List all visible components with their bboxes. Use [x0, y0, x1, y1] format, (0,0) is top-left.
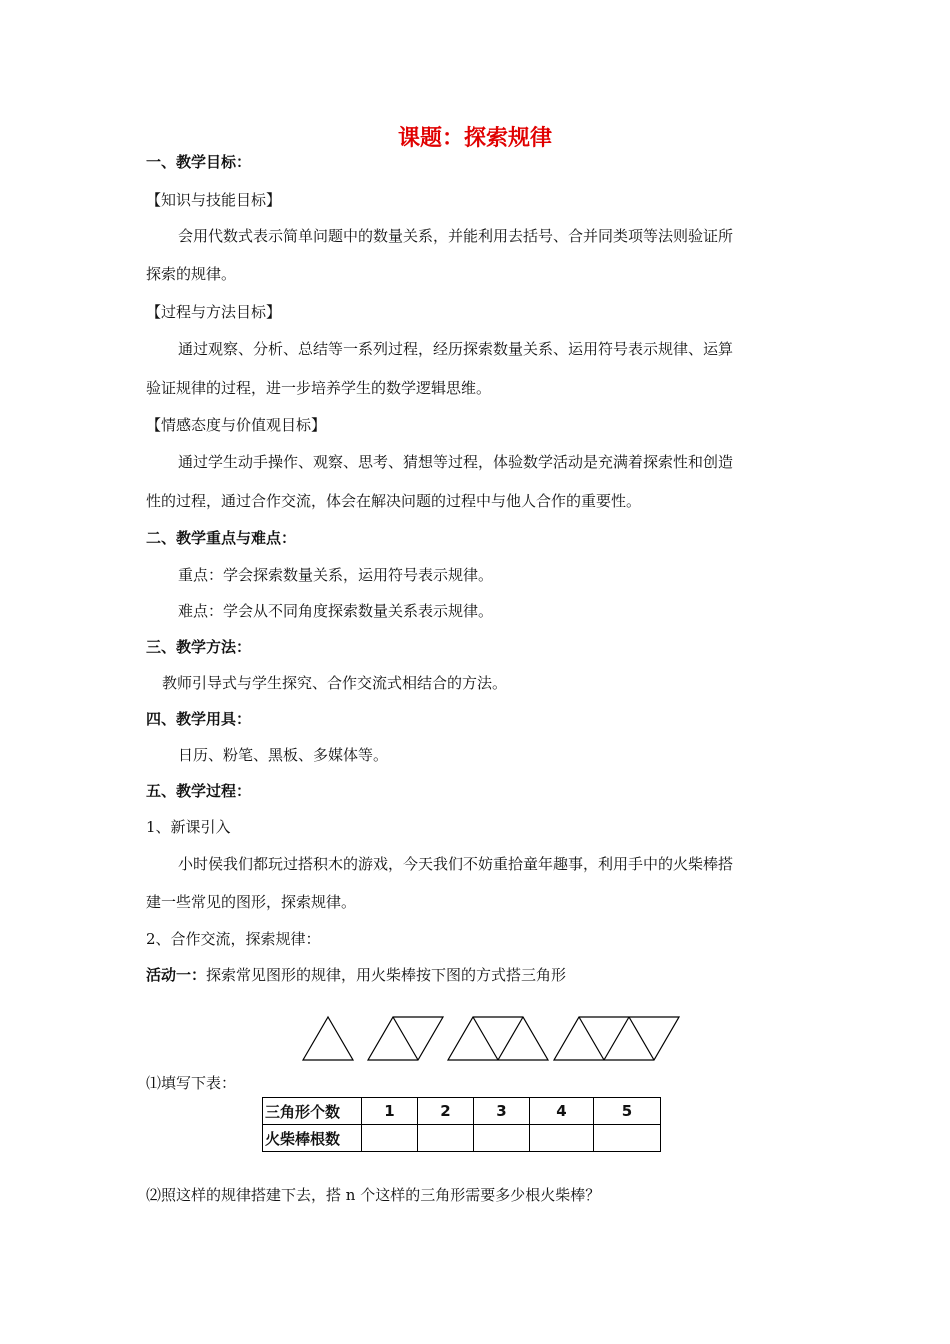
process-goal-text-1: 通过观察、分析、总结等一系列过程，经历探索数量关系、运用符号表示规律、运算 [178, 340, 734, 358]
table-blank-cell-4[interactable] [530, 1125, 594, 1152]
activity-text: 探索常见图形的规律，用火柴棒按下图的方式搭三角形 [206, 966, 567, 984]
question-1: ⑴填写下表： [146, 1074, 237, 1092]
table-blank-cell-2[interactable] [418, 1125, 474, 1152]
section-heading-key-points: 二、教学重点与难点： [146, 529, 297, 547]
activity-label: 活动一： [146, 966, 207, 984]
matchstick-triangles-figure [300, 1012, 680, 1064]
knowledge-goal-text-2: 探索的规律。 [146, 265, 237, 283]
knowledge-goal-label: 【知识与技能目标】 [146, 191, 282, 209]
method-text: 教师引导式与学生探究、合作交流式相结合的方法。 [162, 674, 508, 692]
section-heading-objectives: 一、教学目标： [146, 153, 252, 171]
table-row-header-triangles: 三角形个数 [263, 1098, 362, 1125]
key-point-text: 重点：学会探索数量关系，运用符号表示规律。 [178, 566, 494, 584]
table-cell-count-1: 1 [362, 1098, 418, 1125]
table-row [263, 1098, 661, 1125]
table-cell-count-5: 5 [594, 1098, 661, 1125]
table-row [263, 1125, 661, 1152]
table-cell-count-4: 4 [530, 1098, 594, 1125]
step1-text-1: 小时侯我们都玩过搭积木的游戏，今天我们不妨重拾童年趣事，利用手中的火柴棒搭 [178, 855, 734, 873]
activity-line [146, 965, 566, 985]
process-goal-text-2: 验证规律的过程，进一步培养学生的数学逻辑思维。 [146, 379, 492, 397]
emotion-goal-label: 【情感态度与价值观目标】 [146, 416, 327, 434]
table-row-header-matchsticks: 火柴棒根数 [263, 1125, 362, 1152]
section-heading-tools: 四、教学用具： [146, 710, 252, 728]
process-goal-label: 【过程与方法目标】 [146, 303, 282, 321]
matchstick-table [262, 1097, 661, 1152]
emotion-goal-text-1: 通过学生动手操作、观察、思考、猜想等过程，体验数学活动是充满着探索性和创造 [178, 453, 734, 471]
section-heading-method: 三、教学方法： [146, 638, 252, 656]
table-cell-count-3: 3 [474, 1098, 530, 1125]
table-blank-cell-5[interactable] [594, 1125, 661, 1152]
triangle-figure-1 [303, 1017, 353, 1060]
table-blank-cell-3[interactable] [474, 1125, 530, 1152]
table-cell-count-2: 2 [418, 1098, 474, 1125]
page-title: 课题：探索规律 [397, 125, 552, 151]
tools-text: 日历、粉笔、黑板、多媒体等。 [178, 746, 389, 764]
difficulty-text: 难点：学会从不同角度探索数量关系表示规律。 [178, 602, 494, 620]
section-heading-process: 五、教学过程： [146, 782, 252, 800]
step1-text-2: 建一些常见的图形，探索规律。 [146, 893, 357, 911]
table-blank-cell-1[interactable] [362, 1125, 418, 1152]
knowledge-goal-text-1: 会用代数式表示简单问题中的数量关系，并能利用去括号、合并同类项等法则验证所 [178, 227, 734, 245]
triangle-figure-3 [448, 1017, 548, 1060]
emotion-goal-text-2: 性的过程，通过合作交流，体会在解决问题的过程中与他人合作的重要性。 [146, 492, 642, 510]
step1-label: 1、新课引入 [146, 818, 231, 836]
step2-label: 2、合作交流，探索规律： [146, 930, 321, 948]
question-2: ⑵照这样的规律搭建下去，搭 n 个这样的三角形需要多少根火柴棒？ [146, 1186, 601, 1204]
